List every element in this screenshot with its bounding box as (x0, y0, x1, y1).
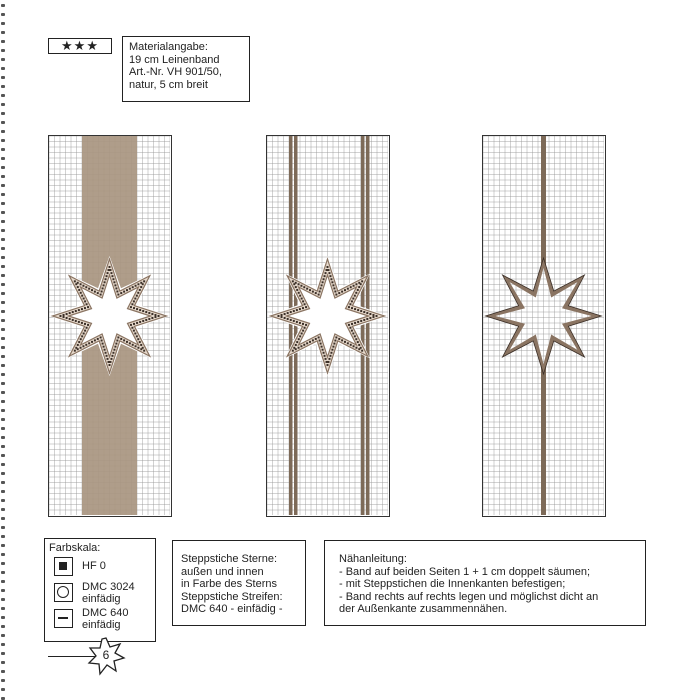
color-legend (44, 538, 156, 642)
legend-label: einfädig (82, 593, 121, 605)
horizontal-line-icon (54, 609, 73, 628)
sewing-line: der Außenkante zusammennähen. (339, 603, 508, 615)
stitch-instructions-box (172, 540, 306, 626)
sewing-line: - Band auf beiden Seiten 1 + 1 cm doppelt säumen; (339, 565, 591, 578)
stitch-line: DMC 640 - einfädig - (181, 603, 283, 615)
binding-edge (0, 0, 7, 700)
sewing-line: - mit Steppstichen die Innenkanten befestigen; (339, 578, 566, 590)
materials-line: Materialangabe: (129, 41, 208, 53)
legend-label: DMC 3024 (82, 581, 135, 593)
materials-line: natur, 5 cm breit (129, 78, 208, 91)
stitch-line: Steppstiche Sterne: (181, 553, 278, 565)
materials-line: 19 cm Leinenband (129, 53, 220, 66)
materials-box (122, 36, 250, 102)
difficulty-rating: ★★★ (48, 38, 112, 54)
sewing-line: Nähanleitung: (339, 553, 407, 565)
stitch-line: in Farbe des Sterns (181, 578, 277, 590)
chart-wide-band (48, 135, 172, 517)
circle-icon (54, 583, 73, 602)
chart-double-stripes (266, 135, 390, 517)
legend-label: DMC 640 (82, 607, 129, 619)
legend-label: HF 0 (82, 560, 106, 572)
sewing-line: - Band rechts auf rechts legen und möglichst dicht an (339, 590, 599, 603)
page-number-badge (86, 636, 126, 676)
materials-line: Art.-Nr. VH 901/50, (129, 66, 222, 78)
page-number: 6 (102, 648, 110, 662)
stitch-line: außen und innen (181, 565, 264, 578)
filled-square-icon (54, 557, 73, 576)
sewing-instructions-box (324, 540, 646, 626)
legend-title: Farbskala: (49, 542, 101, 554)
chart-center-stripe (482, 135, 606, 517)
stitch-line: Steppstiche Streifen: (181, 590, 283, 603)
legend-label: einfädig (82, 619, 121, 631)
